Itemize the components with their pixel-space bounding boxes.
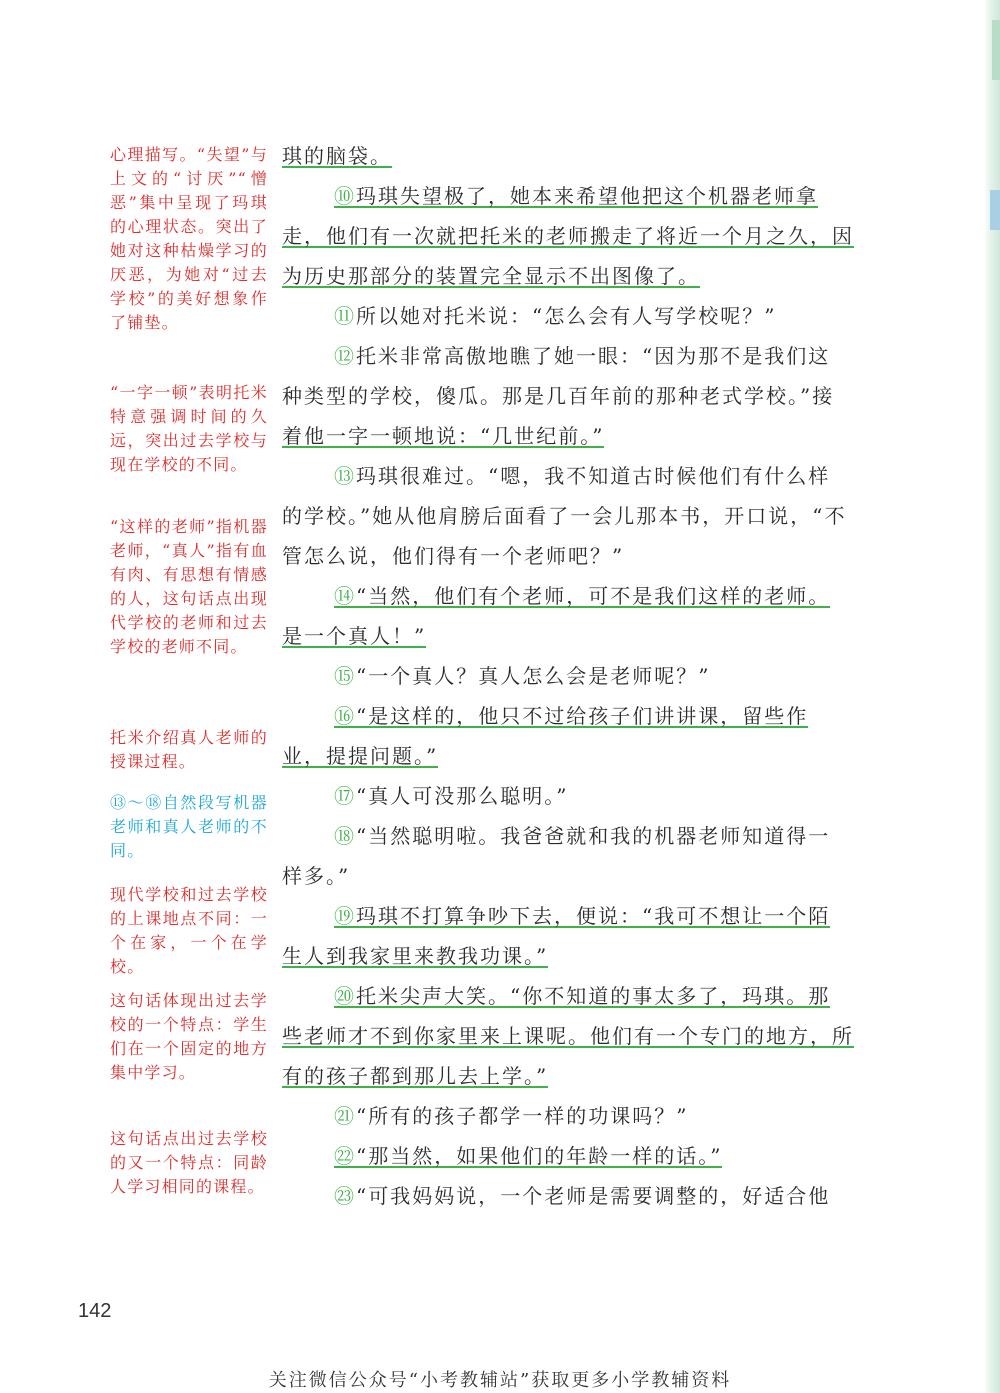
annotation: 这句话体现出过去学校的一个特点：学生们在一个固定的地方集中学习。 bbox=[110, 991, 268, 1082]
text-line: ㉒“那当然，如果他们的年龄一样的话。” bbox=[334, 1144, 723, 1168]
annotation: 这句话点出过去学校的又一个特点：同龄人学习相同的课程。 bbox=[110, 1129, 268, 1196]
annotation: ⑬～⑱自然段写机器老师和真人老师的不同。 bbox=[110, 793, 268, 860]
text-line: ⑮“一个真人？真人怎么会是老师呢？” bbox=[334, 664, 711, 688]
text-line: ⑰“真人可没那么聪明。” bbox=[334, 784, 569, 808]
text-line: ⑪所以她对托米说：“怎么会有人写学校呢？” bbox=[334, 304, 777, 328]
edge-strip bbox=[992, 20, 1000, 80]
text-line: ⑩玛琪失望极了，她本来希望他把这个机器老师拿 bbox=[334, 184, 818, 208]
paragraph-number: ⑯ bbox=[334, 704, 356, 728]
text-line: 琪的脑袋。 bbox=[282, 144, 392, 168]
text-line: 生人到我家里来教我功课。” bbox=[282, 944, 549, 968]
text-line: ⑱“当然聪明啦。我爸爸就和我的机器老师知道得一 bbox=[334, 824, 831, 848]
page-edge-tab bbox=[984, 0, 1000, 1393]
paragraph-number: ⑰ bbox=[334, 784, 356, 808]
text-line: 种类型的学校，傻瓜。那是几百年前的那种老式学校。”接 bbox=[282, 384, 835, 408]
text-line: ㉓“可我妈妈说，一个老师是需要调整的，好适合他 bbox=[334, 1184, 831, 1208]
paragraph-number: ⑱ bbox=[334, 824, 356, 848]
annotation: “这样的老师”指机器老师，“真人”指有血有肉、有思想有情感的人，这句话点出现代学校的老师和过去学校的老师不同。 bbox=[110, 517, 268, 656]
text-line: 管怎么说，他们得有一个老师吧？” bbox=[282, 544, 625, 568]
text-line: ⑲玛琪不打算争吵下去，便说：“我可不想让一个陌 bbox=[334, 904, 831, 928]
text-line: 着他一字一顿地说：“几世纪前。” bbox=[282, 424, 605, 448]
paragraph-number: ⑳ bbox=[334, 984, 356, 1008]
text-line: ⑭“当然，他们有个老师，可不是我们这样的老师。 bbox=[334, 584, 831, 608]
text-line: 业，提提问题。” bbox=[282, 744, 439, 768]
text-line: 些老师才不到你家里来上课呢。他们有一个专门的地方，所 bbox=[282, 1024, 854, 1048]
paragraph-number: ⑮ bbox=[334, 664, 356, 688]
text-line: 是一个真人！” bbox=[282, 624, 427, 648]
paragraph-number: ⑩ bbox=[334, 184, 356, 208]
paragraph-number: ㉓ bbox=[334, 1184, 356, 1208]
text-line: ⑯“是这样的，他只不过给孩子们讲讲课，留些作 bbox=[334, 704, 809, 728]
paragraph-number: ⑫ bbox=[334, 344, 356, 368]
text-line: 样多。” bbox=[282, 864, 351, 888]
text-line: ⑫托米非常高傲地瞧了她一眼：“因为那不是我们这 bbox=[334, 344, 831, 368]
paragraph-number: ⑲ bbox=[334, 904, 356, 928]
text-line: 走，他们有一次就把托米的老师搬走了将近一个月之久，因 bbox=[282, 224, 854, 248]
text-line: ㉑“所有的孩子都学一样的功课吗？” bbox=[334, 1104, 689, 1128]
page-number: 142 bbox=[78, 1300, 112, 1322]
paragraph-number: ⑬ bbox=[334, 464, 356, 488]
annotation: 现代学校和过去学校的上课地点不同：一个在家，一个在学校。 bbox=[110, 885, 268, 976]
paragraph-number: ㉒ bbox=[334, 1144, 356, 1168]
paragraph-number: ⑪ bbox=[334, 304, 356, 328]
text-line: 的学校。”她从他肩膀后面看了一会儿那本书，开口说，“不 bbox=[282, 504, 847, 528]
annotation: 心理描写。“失望”与上文的“讨厌”“憎恶”集中呈现了玛琪的心理状态。突出了她对这种枯燥学习的厌恶，为她对“过去学校”的美好想象作了铺垫。 bbox=[110, 145, 268, 332]
annotation: 托米介绍真人老师的授课过程。 bbox=[110, 728, 268, 771]
paragraph-number: ⑭ bbox=[334, 584, 356, 608]
text-line: ⑬玛琪很难过。“嗯，我不知道古时候他们有什么样 bbox=[334, 464, 831, 488]
paragraph-number: ㉑ bbox=[334, 1104, 356, 1128]
text-line: ⑳托米尖声大笑。“你不知道的事太多了，玛琪。那 bbox=[334, 984, 831, 1008]
edge-strip bbox=[990, 190, 1000, 230]
annotation: “一字一顿”表明托米特意强调时间的久远，突出过去学校与现在学校的不同。 bbox=[110, 383, 268, 474]
text-line: 为历史那部分的装置完全显示不出图像了。 bbox=[282, 264, 700, 288]
text-line: 有的孩子都到那儿去上学。” bbox=[282, 1064, 549, 1088]
footer-note: 关注微信公众号“小考教辅站”获取更多小学教辅资料 bbox=[268, 1370, 732, 1391]
